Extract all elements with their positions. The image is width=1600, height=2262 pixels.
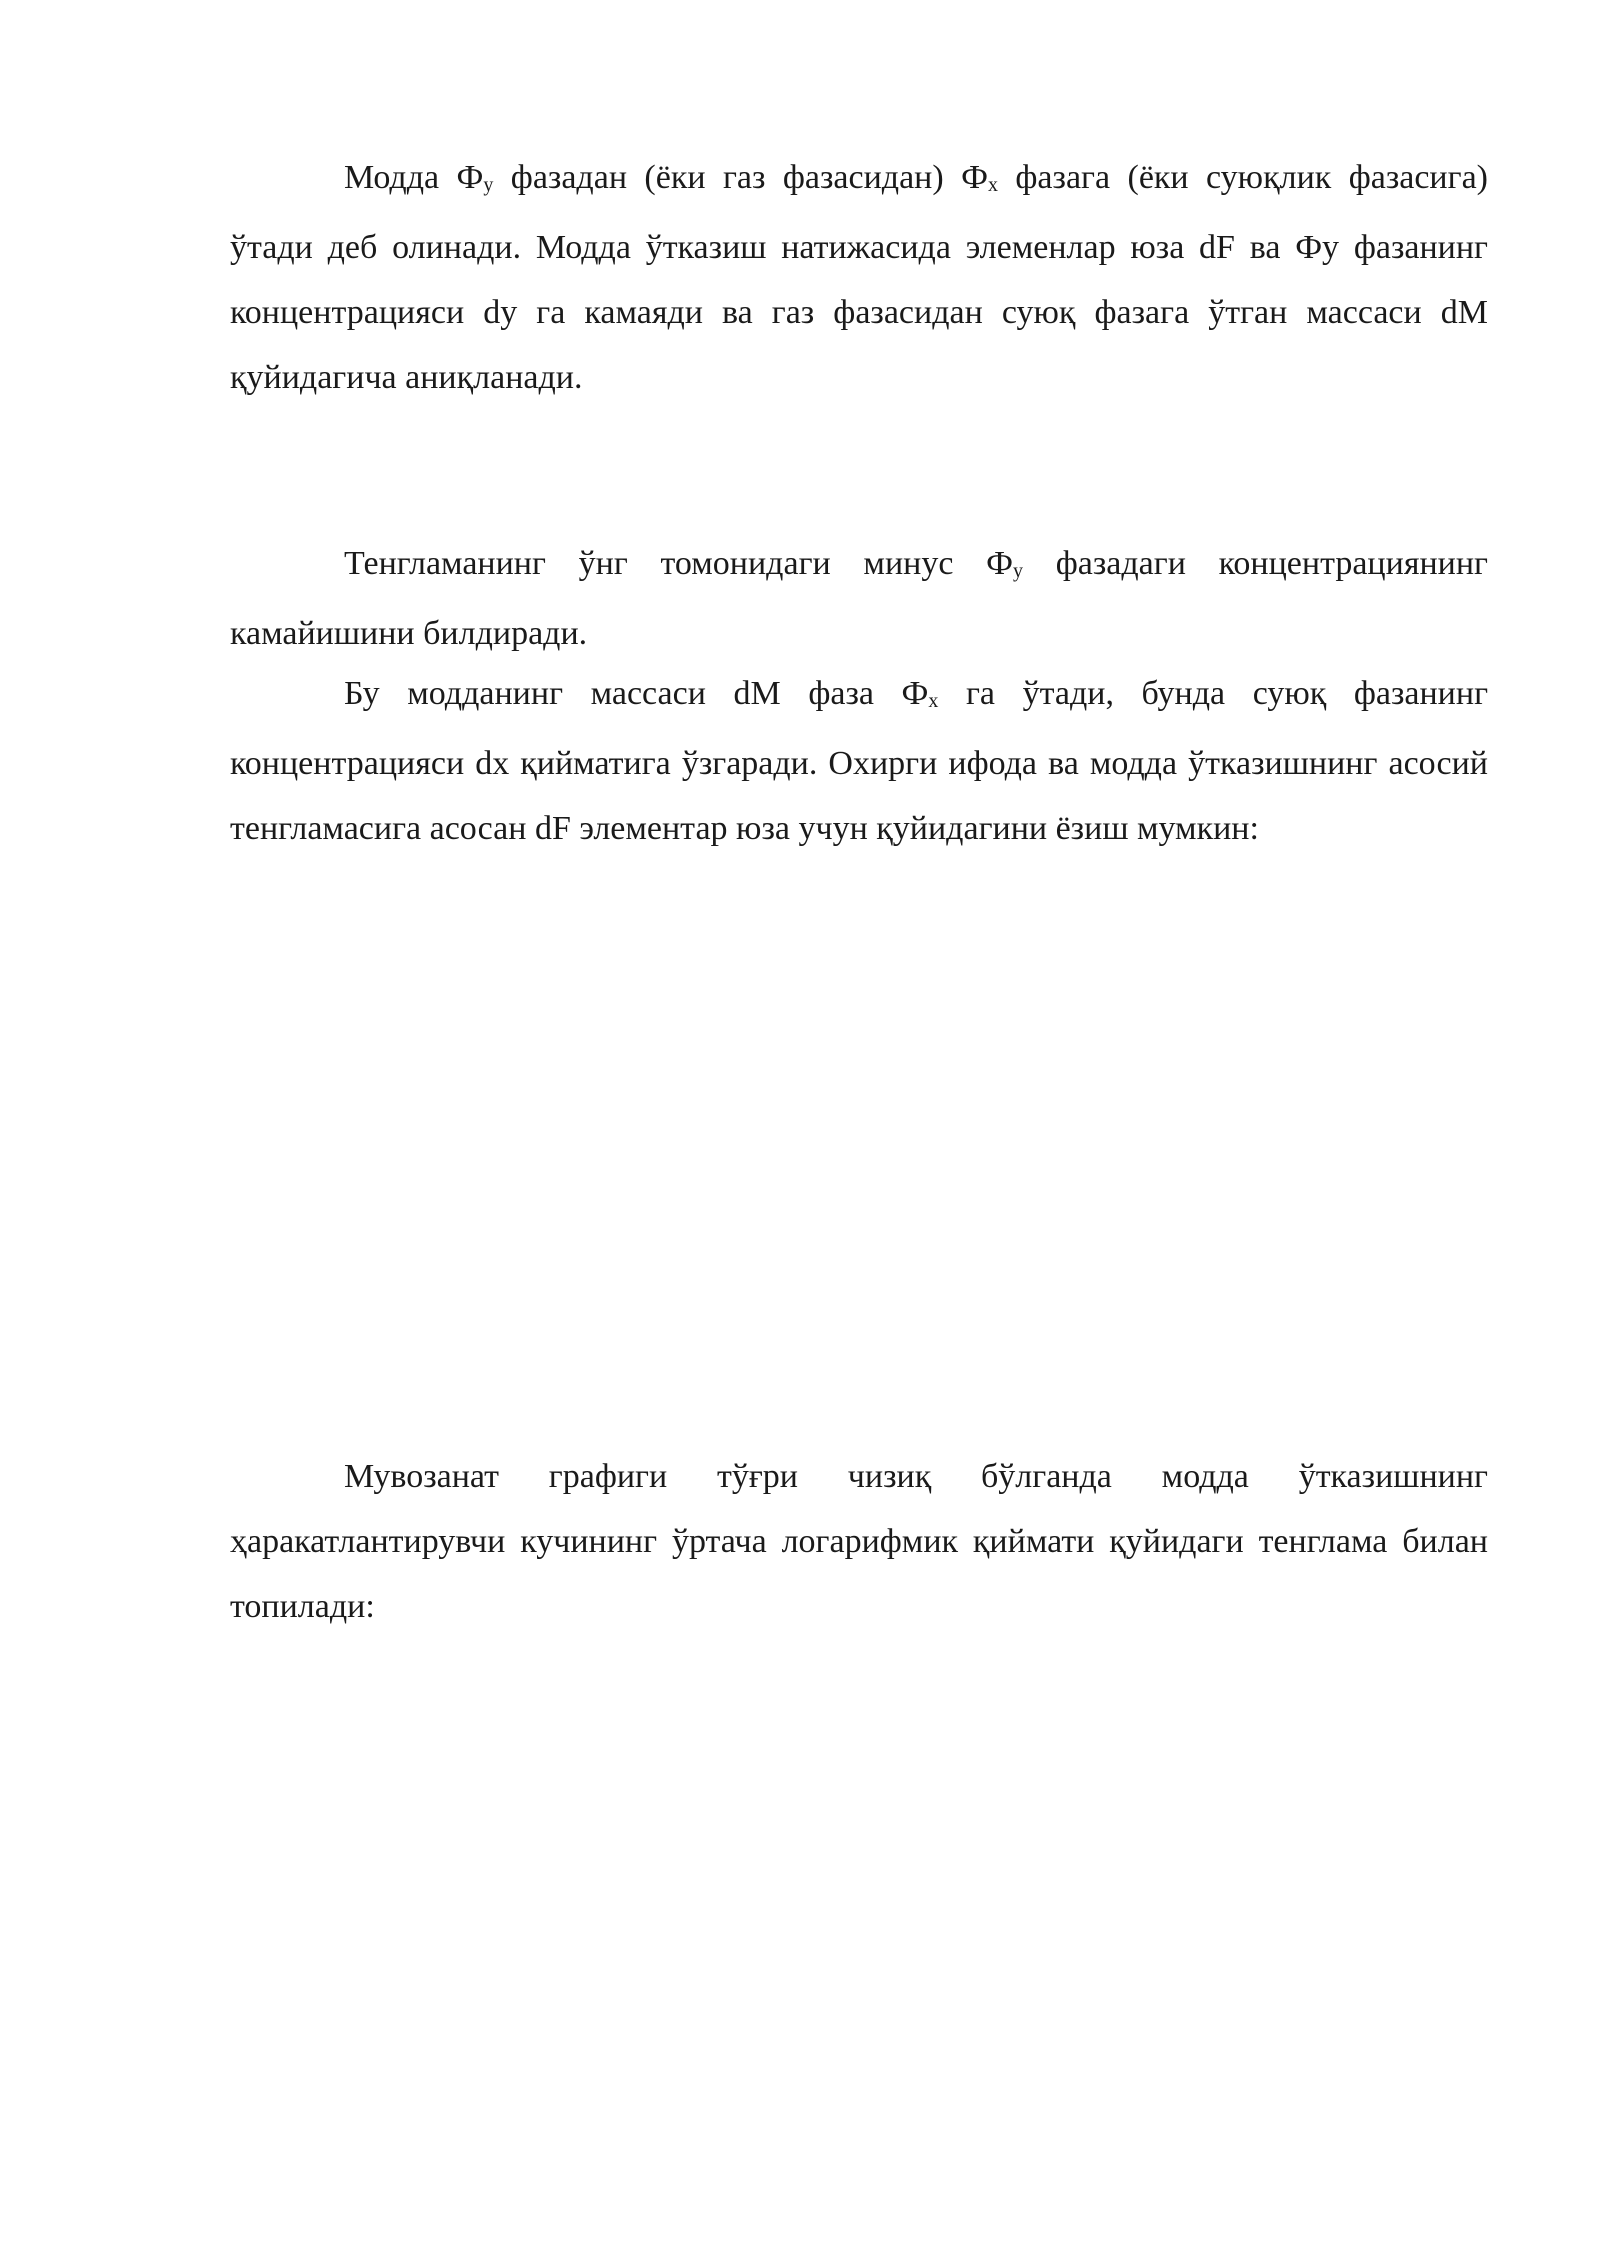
subscript-x: x [987, 174, 998, 196]
paragraph-mass-transfer-phases [230, 145, 1488, 410]
text-segment: фазадан (ёки газ фазасидан) Ф [493, 159, 988, 196]
text-segment: Модда Ф [344, 159, 484, 196]
text-segment: Тенгламанинг ўнг томонидаги минус Ф [344, 545, 1013, 582]
text-segment: фазадаги концентрациянинг камайишини билдиради. [230, 545, 1488, 652]
text-segment: Бу модданинг массаси dM фаза Ф [344, 675, 929, 712]
paragraph-log-mean-driving-force [230, 1444, 1488, 1639]
paragraph-minus-sign-explanation [230, 531, 1488, 666]
subscript-x: x [928, 690, 939, 712]
text-segment: фазага (ёки суюқлик фазасига) ўтади деб олинади. Модда ўтказиш натижасида элеменлар юза dF ва Фу фазанинг концентрацияси dy га камаяди ва газ фазасидан суюқ фазага ўтган массаси dM қуйидагича аниқланади. [230, 159, 1488, 396]
subscript-y: y [483, 174, 494, 196]
paragraph-liquid-phase-concentration [230, 661, 1488, 861]
text-segment: га ўтади, бунда суюқ фазанинг концентрацияси dx қийматига ўзгаради. Охирги ифода ва модда ўтказишнинг асосий тенгламасига асосан dF элементар юза учун қуйидагини ёзиш мумкин: [230, 675, 1489, 847]
subscript-y: y [1013, 560, 1023, 582]
text-segment: Мувозанат графиги тўғри чизиқ бўлганда модда ўтказишнинг ҳаракатлантирувчи кучининг ўртача логарифмик қиймати қуйидаги тенглама билан топилади: [230, 1458, 1488, 1625]
